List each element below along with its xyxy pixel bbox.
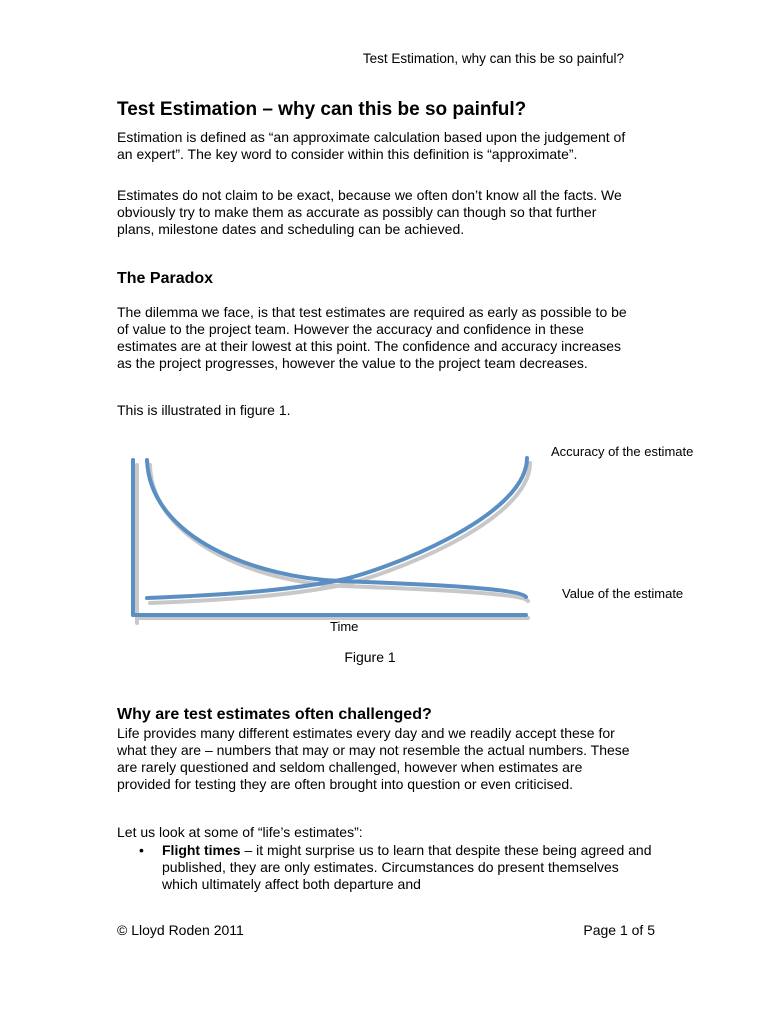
bullet-term: Flight times <box>162 842 241 858</box>
document-title: Test Estimation – why can this be so painful? <box>117 99 527 120</box>
intro-paragraph-2: Estimates do not claim to be exact, because we often don’t know all the facts. We obviously try to make them as accurate as possibly can though so that further plans, milestone dates and scheduling can be achieved. <box>117 187 622 237</box>
x-axis-label: Time <box>330 619 359 634</box>
bullet-text: – it might surprise us to learn that despite these being agreed and published, they are only estimates. Circumstances do present themselves which ultimately affect both departure and <box>162 842 652 892</box>
paradox-heading: The Paradox <box>117 270 214 287</box>
challenged-heading: Why are test estimates often challenged? <box>117 706 432 723</box>
intro-paragraph-1: Estimation is defined as “an approximate calculation based upon the judgement of an expert”. The key word to consider within this definition is “approximate”. <box>117 129 626 162</box>
bullet-icon: • <box>139 842 144 858</box>
paradox-paragraph-2: This is illustrated in figure 1. <box>117 402 291 418</box>
life-estimates-list <box>117 842 657 893</box>
figure-1-graph <box>0 440 770 640</box>
challenged-paragraph-2: Let us look at some of “life’s estimates”: <box>117 824 363 840</box>
list-item <box>117 842 657 893</box>
value-curve-label: Value of the estimate <box>562 586 684 601</box>
running-header: Test Estimation, why can this be so painful? <box>362 51 624 66</box>
figure-caption: Figure 1 <box>344 649 396 665</box>
footer-copyright: © Lloyd Roden 2011 <box>117 922 244 938</box>
accuracy-curve <box>147 458 527 598</box>
challenged-paragraph-1: Life provides many different estimates every day and we readily accept these for what they are – numbers that may or may not resemble the actual numbers. These are rarely questioned and seldom challenged, however when estimates are provided for testing they are often brought into question or even criticised. <box>117 725 630 792</box>
accuracy-curve-label: Accuracy of the estimate <box>551 444 694 459</box>
footer-page-number: Page 1 of 5 <box>583 922 655 938</box>
paradox-paragraph-1: The dilemma we face, is that test estimates are required as early as possible to be of value to the project team. However the accuracy and confidence in these estimates are at their lowest at this point. The confidence and accuracy increases as the project progresses, however the value to the project team decreases. <box>117 304 627 371</box>
